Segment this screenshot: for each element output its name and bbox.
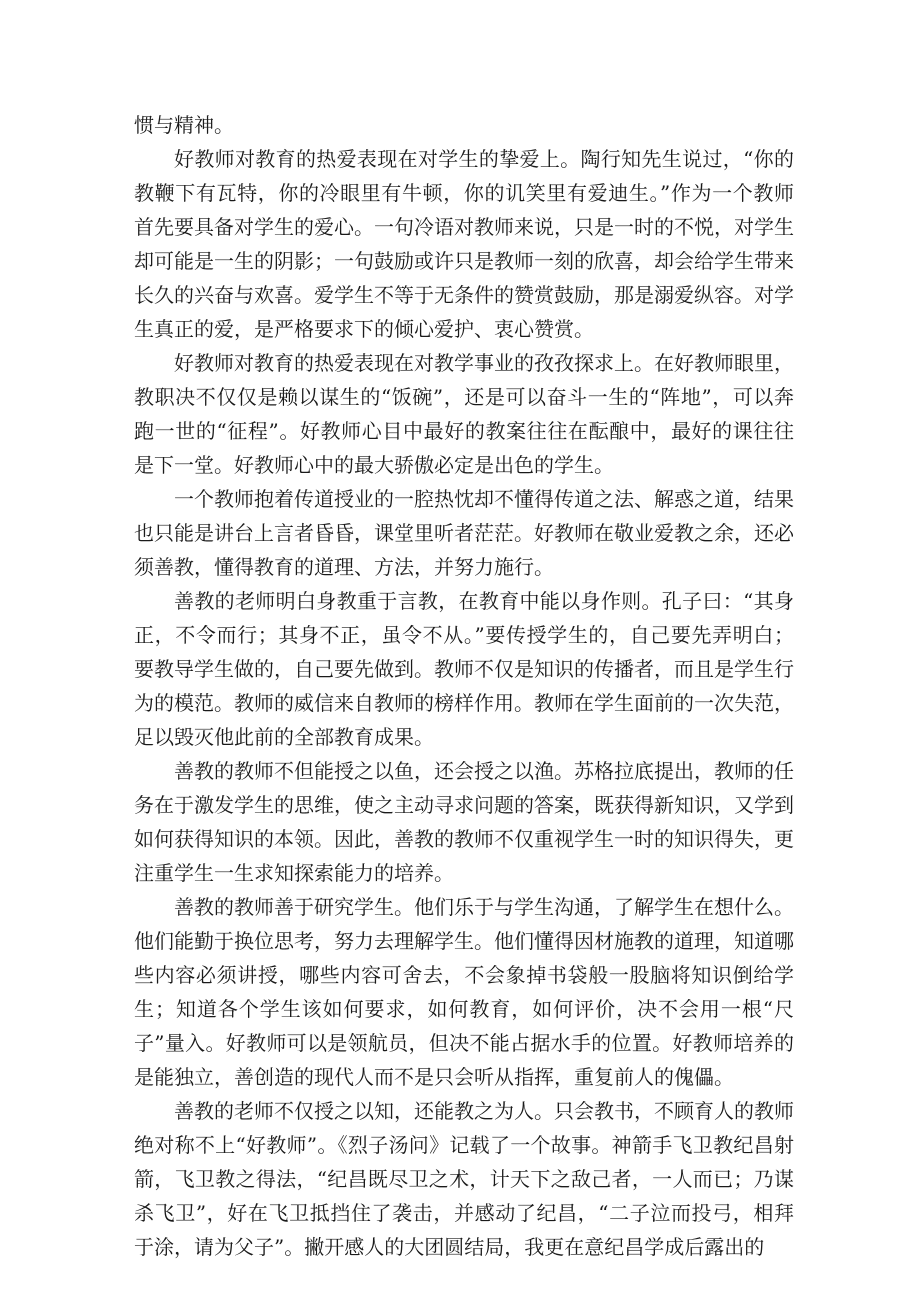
paragraph-study-students: 善教的教师善于研究学生。他们乐于与学生沟通，了解学生在想什么。他们能勤于换位思考，努力去理解学生。他们懂得因材施教的道理，知道哪些内容必须讲授，哪些内容可舍去，不会象掉书袋般一股脑将知识倒给学生；知道各个学生该如何要求，如何教育，如何评价，决不会用一根“尺子”量入。好教师可以是领航员，但决不能占据水手的位置。好教师培养的是能独立，善创造的现代人而不是只会听从指挥，重复前人的傀儡。 [134, 895, 794, 1089]
paragraph-continuation: 惯与精神。 [134, 113, 234, 137]
paragraph-love-for-teaching: 好教师对教育的热爱表现在对教学事业的孜孜探求上。在好教师眼里，教职决不仅仅是赖以谋生的“饭碗”，还是可以奋斗一生的“阵地”，可以奔跑一世的“征程”。好教师心目中最好的教案往往在酝酿中，最好的课往往是下一堂。好教师心中的最大骄傲必定是出色的学生。 [134, 351, 794, 477]
paragraph-good-at-teaching: 一个教师抱着传道授业的一腔热忱却不懂得传道之法、解惑之道，结果也只能是讲台上言者昏昏，课堂里听者茫茫。好教师在敬业爱教之余，还必须善教，懂得教育的道理、方法，并努力施行。 [134, 487, 794, 579]
paragraph-teach-to-fish: 善教的教师不但能授之以鱼，还会授之以渔。苏格拉底提出，教师的任务在于激发学生的思维，使之主动寻求问题的答案，既获得新知识，又学到如何获得知识的本领。因此，善教的教师不仅重视学生一时的知识得失，更注重学生一生求知探索能力的培养。 [134, 759, 794, 885]
paragraph-teach-to-be-human: 善教的老师不仅授之以知，还能教之为人。只会教书，不顾育人的教师绝对称不上“好教师”。《烈子汤问》记载了一个故事。神箭手飞卫教纪昌射箭，飞卫教之得法，“纪昌既尽卫之术，计天下之敌己者，一人而已；乃谋杀飞卫”，好在飞卫抵挡住了袭击，并感动了纪昌，“二子泣而投弓，相拜于涂，请为父子”。撇开感人的大团圆结局，我更在意纪昌学成后露出的 [134, 1099, 794, 1259]
document-body [134, 108, 794, 1264]
paragraph-lead-by-example: 善教的老师明白身教重于言教，在教育中能以身作则。孔子曰：“其身正，不令而行；其身不正，虽令不从。”要传授学生的，自己要先弄明白；要教导学生做的，自己要先做到。教师不仅是知识的传播者，而且是学生行为的模范。教师的威信来自教师的榜样作用。教师在学生面前的一次失范，足以毁灭他此前的全部教育成果。 [134, 589, 794, 749]
paragraph-love-for-students: 好教师对教育的热爱表现在对学生的挚爱上。陶行知先生说过，“你的教鞭下有瓦特，你的冷眼里有牛顿，你的讥笑里有爱迪生。”作为一个教师首先要具备对学生的爱心。一句冷语对教师来说，只是一时的不悦，对学生却可能是一生的阴影；一句鼓励或许只是教师一刻的欣喜，却会给学生带来长久的兴奋与欢喜。爱学生不等于无条件的赞赏鼓励，那是溺爱纵容。对学生真正的爱，是严格要求下的倾心爱护、衷心赞赏。 [134, 147, 794, 341]
